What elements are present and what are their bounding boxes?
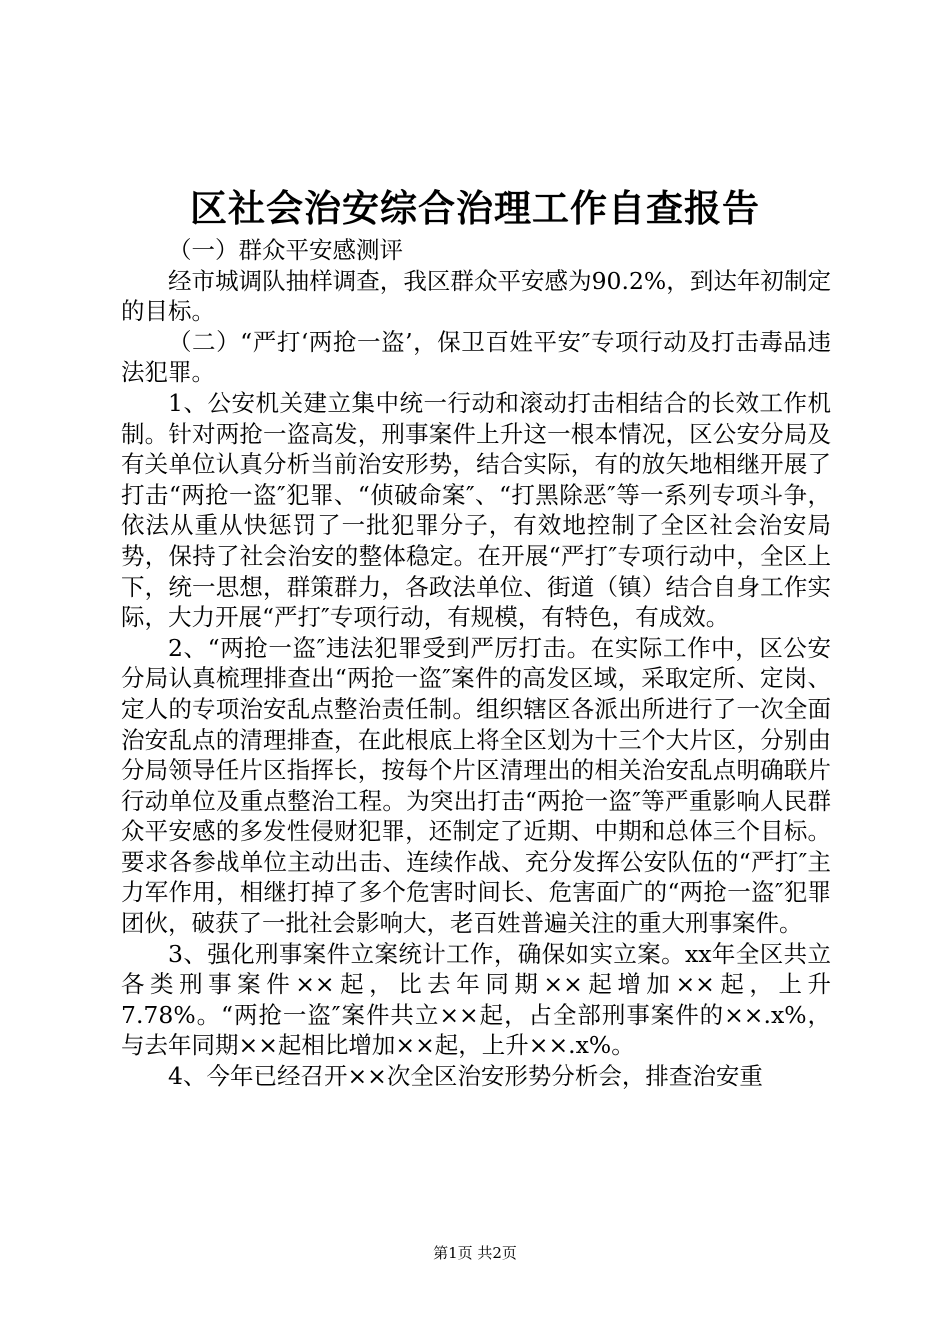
paragraph-survey-result: 经市城调队抽样调查，我区群众平安感为90.2%，到达年初制定的目标。: [121, 266, 831, 326]
paragraph-item-4: 4、今年已经召开××次全区治安形势分析会，排查治安重: [168, 1062, 763, 1091]
section-heading-1: （一）群众平安感测评: [168, 236, 403, 264]
paragraph-item-3: 3、强化刑事案件立案统计工作，确保如实立案。xx年全区共立各类刑事案件××起，比去年同期××起增加××起，上升7.78%。“两抢一盗″案件共立××起，占全部刑事案件的××.x%，与去年同期××起相比增加××起，上升××.x%。: [121, 939, 831, 1060]
paragraph-item-2: 2、“两抢一盗″违法犯罪受到严厉打击。在实际工作中，区公安分局认真梳理排查出“两抢一盗″案件的高发区域，采取定所、定岗、定人的专项治安乱点整治责任制。组织辖区各派出所进行了一次全面治安乱点的清理排查，在此根底上将全区划为十三个大片区，分别由分局领导任片区指挥长，按每个片区清理出的相关治安乱点明确联片行动单位及重点整治工程。为突出打击“两抢一盗″等严重影响人民群众平安感的多发性侵财犯罪，还制定了近期、中期和总体三个目标。要求各参战单位主动出击、连续作战、充分发挥公安队伍的“严打″主力军作用，相继打掉了多个危害时间长、危害面广的“两抢一盗″犯罪团伙，破获了一批社会影响大，老百姓普遍关注的重大刑事案件。: [121, 633, 831, 938]
section-heading-2: （二）“严打‘两抢一盗’，保卫百姓平安″专项行动及打击毒品违法犯罪。: [121, 327, 831, 387]
paragraph-item-1: 1、公安机关建立集中统一行动和滚动打击相结合的长效工作机制。针对两抢一盗高发，刑事案件上升这一根本情况，区公安分局及有关单位认真分析当前治安形势，结合实际，有的放矢地相继开展了打击“两抢一盗″犯罪、“侦破命案″、“打黑除恶″等一系列专项斗争，依法从重从快惩罚了一批犯罪分子，有效地控制了全区社会治安局势，保持了社会治安的整体稳定。在开展“严打″专项行动中，全区上下，统一思想，群策群力，各政法单位、街道（镇）结合自身工作实际，大力开展“严打″专项行动，有规模，有特色，有成效。: [121, 388, 831, 632]
document-body: [121, 235, 831, 1092]
page-footer: 第1页 共2页: [433, 1244, 517, 1262]
document-title: 区社会治安综合治理工作自查报告: [190, 186, 760, 230]
